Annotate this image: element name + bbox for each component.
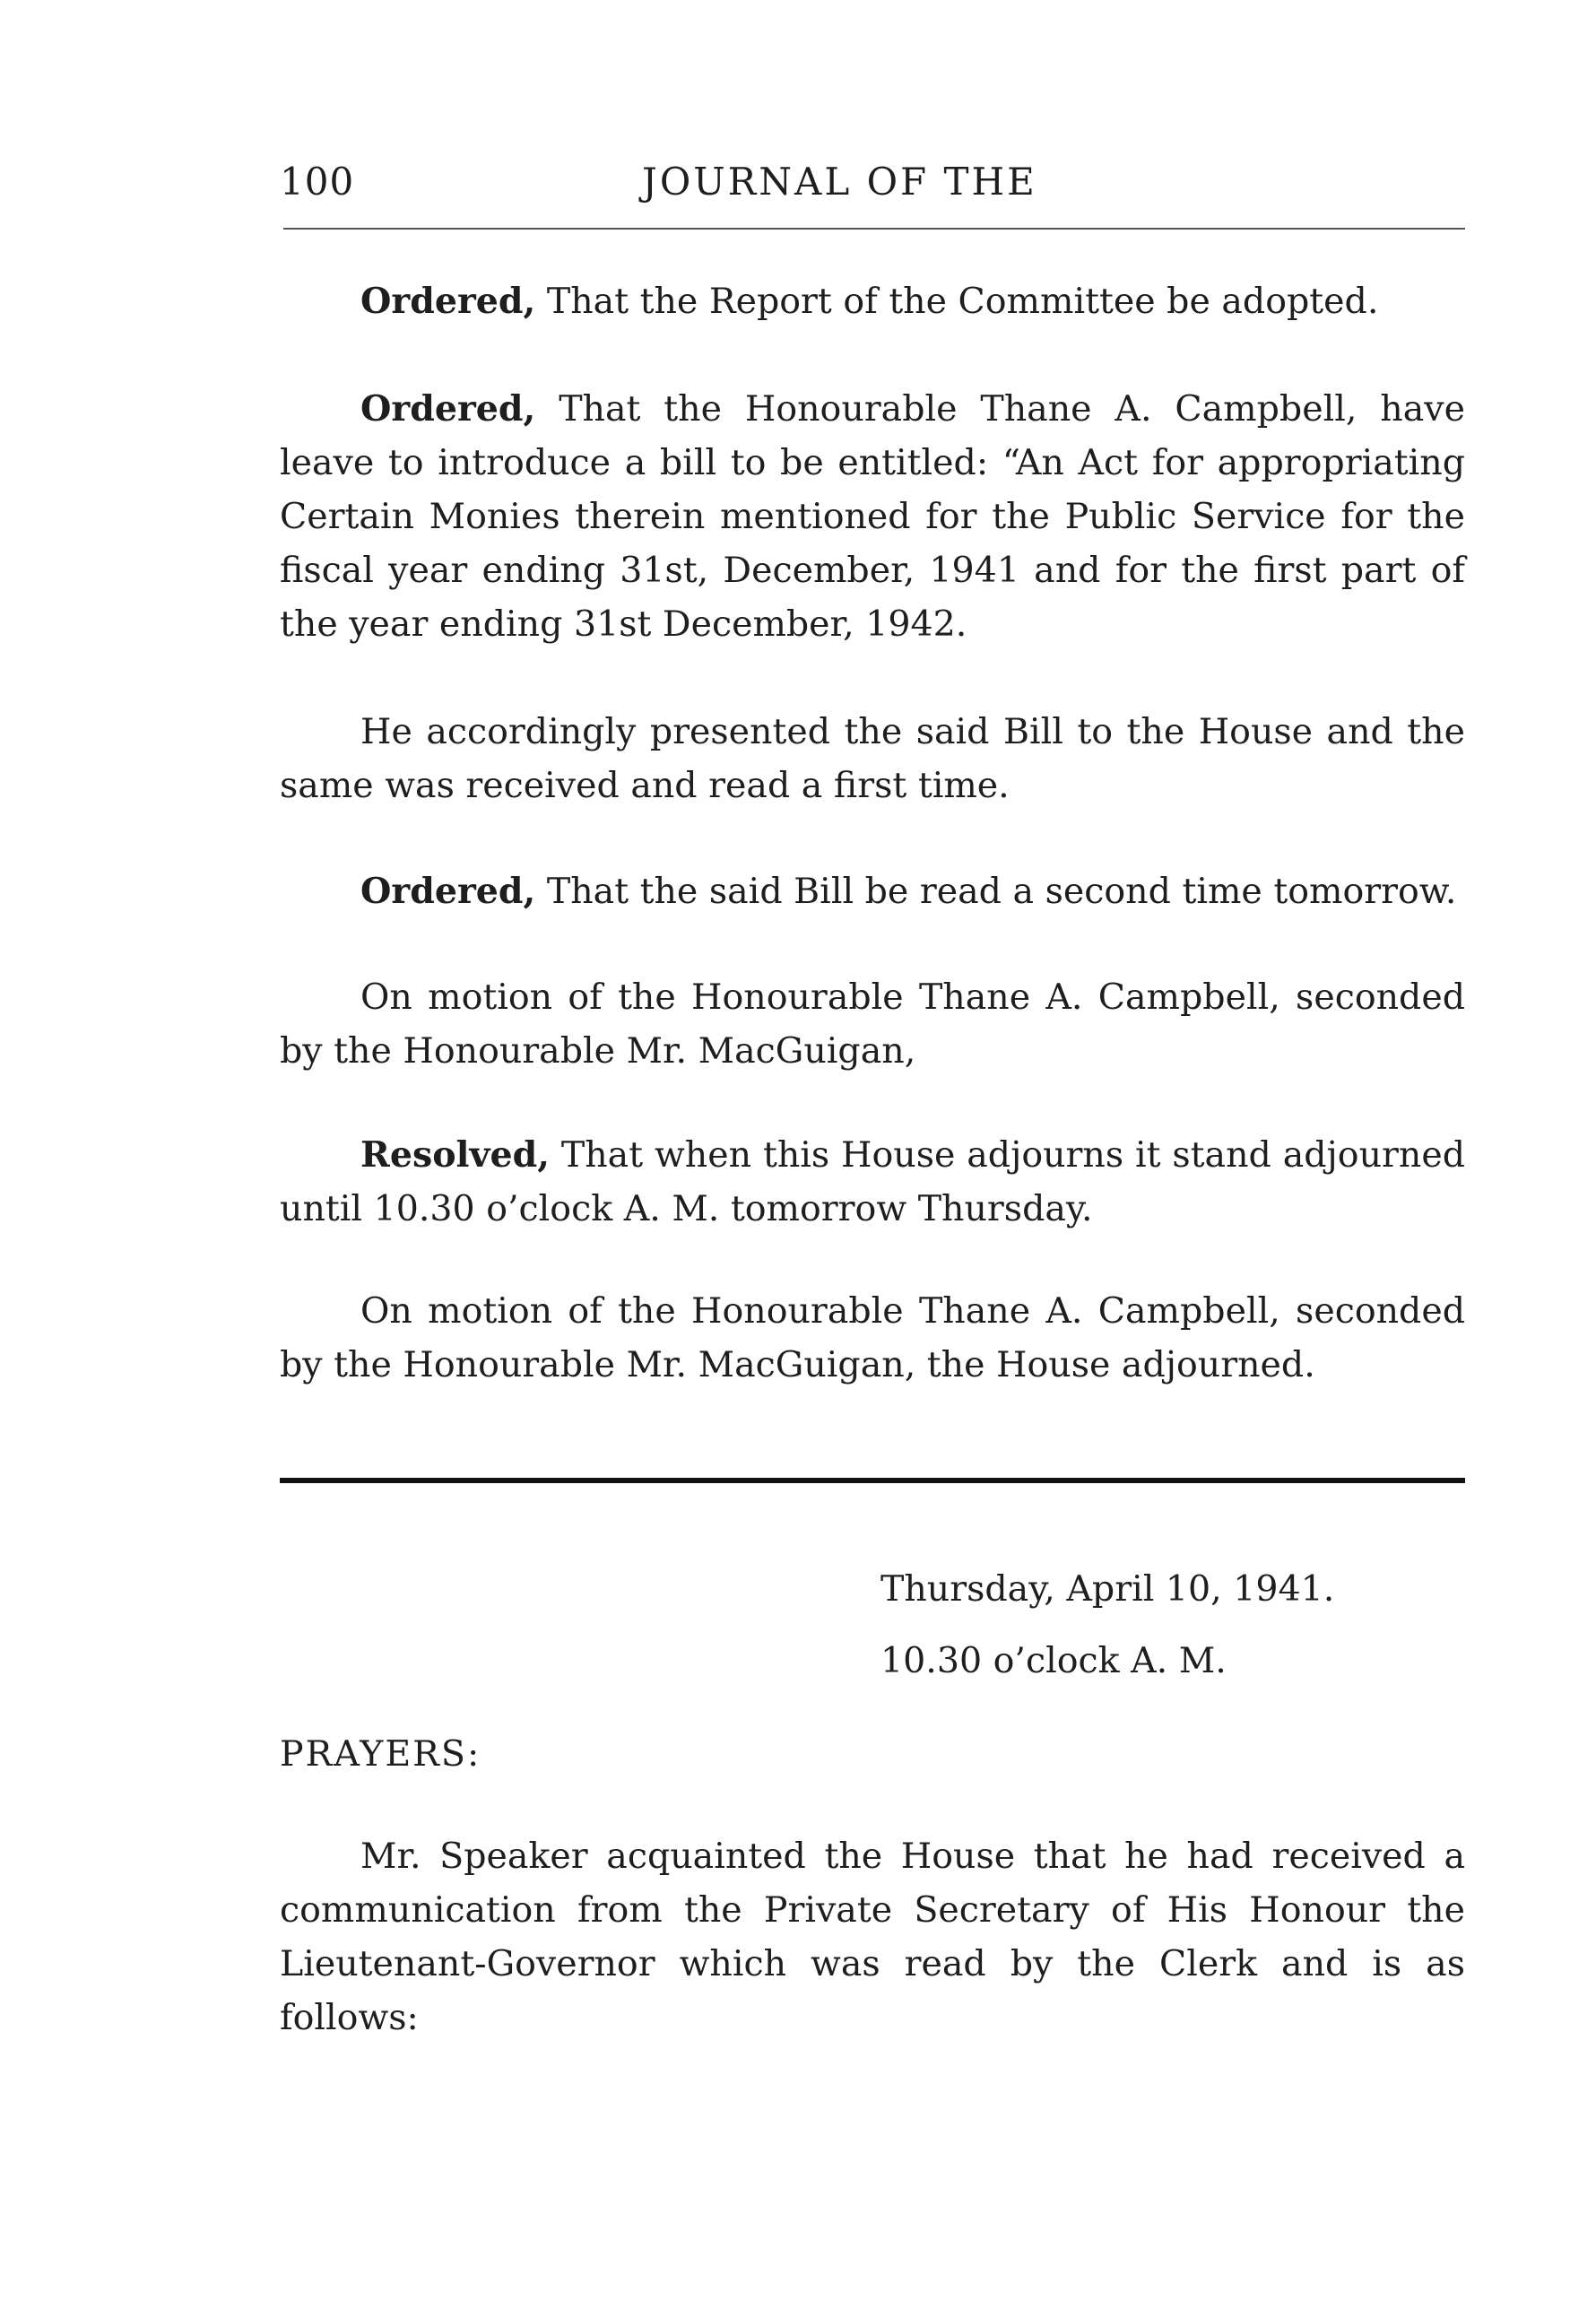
paragraph-text: That when this House adjourns it stand adjourned until 10.30 o’clock A. M. tomorrow Thursday. — [280, 1134, 1465, 1229]
page-number: 100 — [280, 160, 355, 204]
paragraph-motion-1 — [280, 970, 1465, 1078]
paragraph-lead: Ordered, — [360, 281, 536, 322]
paragraph-ordered-second-reading — [280, 864, 1465, 918]
paragraph-text: He accordingly presented the said Bill to the House and the same was received and read a first time. — [280, 711, 1465, 806]
paragraph-speaker-communication: Mr. Speaker acquainted the House that he had received a communication from the Private Secretary of His Honour the Lieutenant-Governor which was read by the Clerk and is as follows: — [280, 1836, 1465, 2038]
paragraph-lead: Ordered, — [360, 388, 536, 430]
paragraph-ordered-report — [280, 274, 1465, 328]
header-rule — [283, 228, 1465, 230]
prayers-heading: PRAYERS: — [280, 1733, 481, 1775]
paragraph-presented — [280, 705, 1465, 812]
paragraph-resolved — [280, 1128, 1465, 1236]
paragraph-lead: Resolved, — [360, 1134, 551, 1176]
sitting-time: 10.30 o’clock A. M. — [880, 1640, 1227, 1681]
paragraph-text: On motion of the Honourable Thane A. Campbell, seconded by the Honourable Mr. MacGuigan, — [280, 977, 1465, 1072]
paragraph-text: On motion of the Honourable Thane A. Campbell, seconded by the Honourable Mr. MacGuigan, the House adjourned. — [280, 1290, 1465, 1385]
paragraph-ordered-bill — [280, 382, 1465, 651]
paragraph-lead: Ordered, — [360, 871, 536, 912]
paragraph-text: That the Honourable Thane A. Campbell, have leave to introduce a bill to be entitled: “An Act for appropriating Certain Monies therein mentioned for the Public Service for the fiscal year ending 31st, December, 1941 and for the first part of the year ending 31st December, 1942. — [280, 388, 1465, 645]
section-rule — [280, 1478, 1465, 1483]
paragraph-text: That the Report of the Committee be adopted. — [535, 281, 1379, 322]
paragraph-motion-adjourned — [280, 1284, 1465, 1392]
running-head: JOURNAL OF THE — [642, 160, 1037, 204]
sitting-date: Thursday, April 10, 1941. — [880, 1568, 1335, 1610]
paragraph-text: That the said Bill be read a second time tomorrow. — [535, 871, 1457, 912]
